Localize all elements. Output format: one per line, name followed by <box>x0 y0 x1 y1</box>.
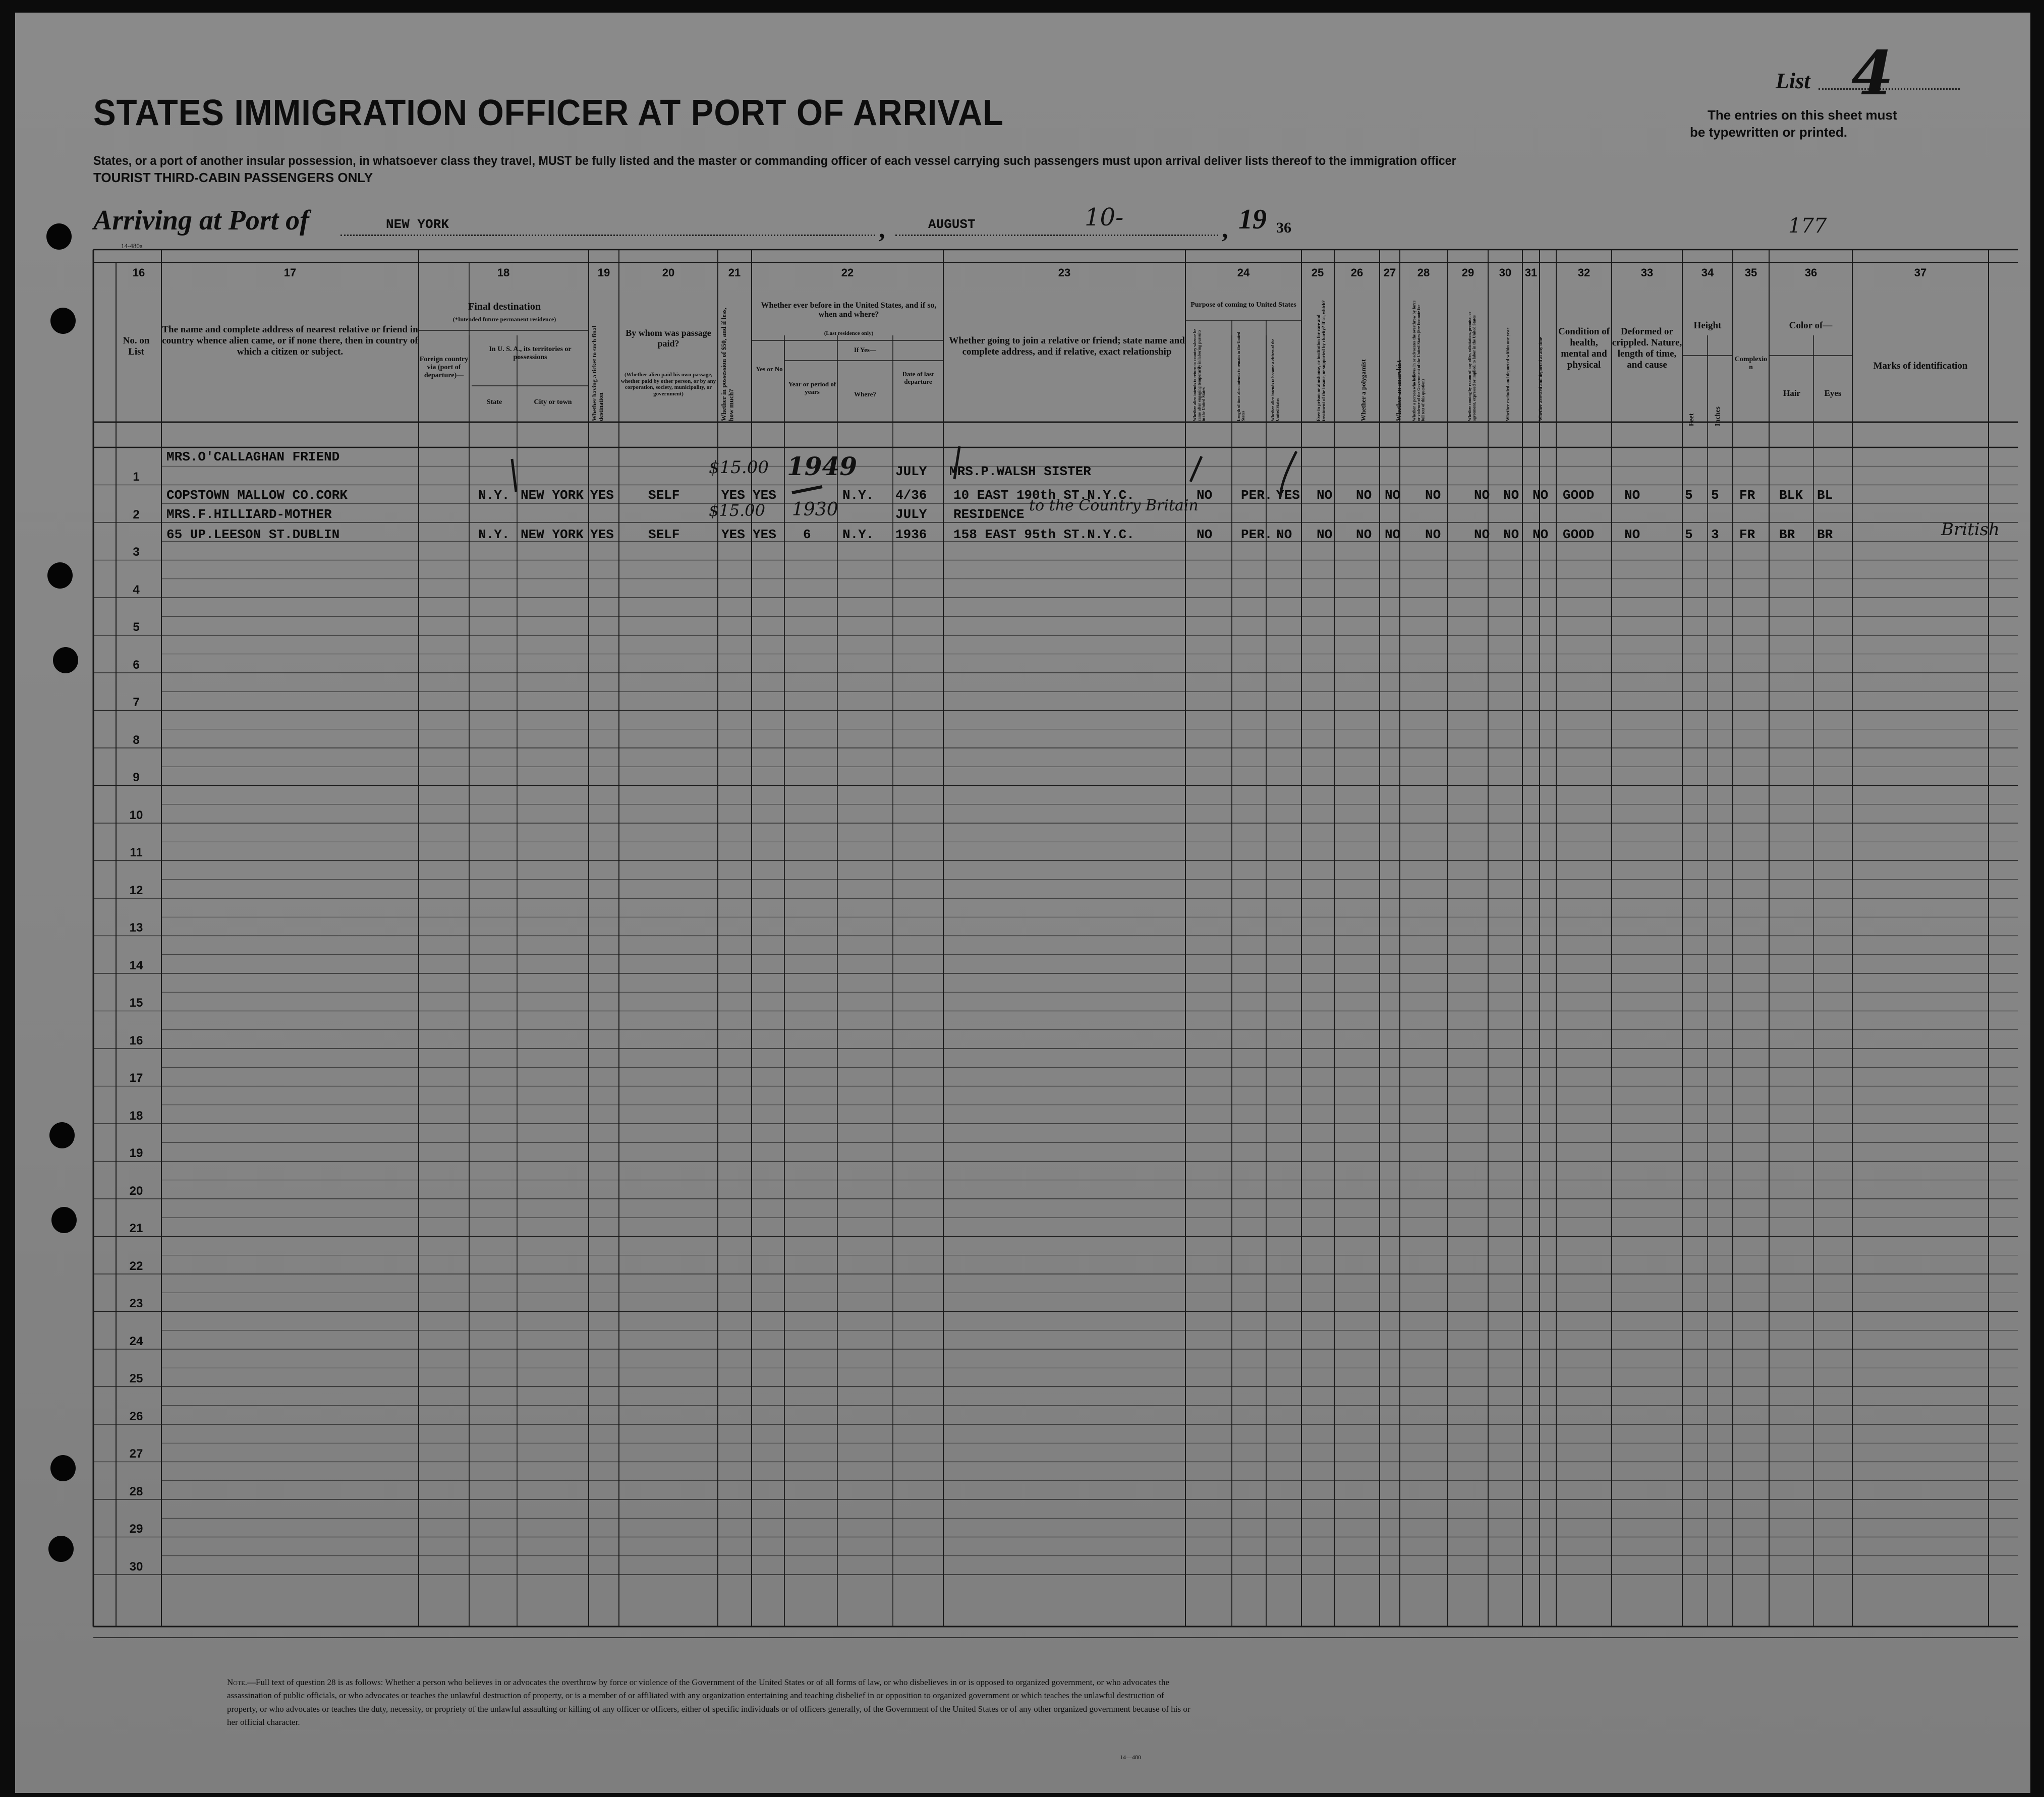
column-number: 37 <box>1914 266 1927 279</box>
passage-paid-by: SELF <box>648 488 680 503</box>
where: N.Y. <box>842 527 874 542</box>
check-marks <box>15 13 2030 1793</box>
header-ticket: Whether having a ticket to such final destination <box>591 325 605 421</box>
dest-city: NEW YORK <box>521 527 584 542</box>
row-number: 16 <box>129 1033 143 1048</box>
row-number: 17 <box>129 1071 143 1085</box>
header-complexion: Complexion <box>1734 356 1768 372</box>
header-relative: The name and complete address of nearest relative or friend in country whence alien came, or if none there, then in country of which a citizen or subject. <box>162 324 418 357</box>
footnote-label: Note. <box>227 1677 247 1687</box>
header-departure-date: Date of last departure <box>902 370 934 385</box>
row-number: 1 <box>133 470 140 484</box>
join-name: RESIDENCE <box>953 507 1025 522</box>
header-anarchist: Whether an anarchist <box>1395 360 1402 421</box>
header-prison: Ever in prison or almshouse, or institution for care and treatment of the insane, or supported by charity? If so, which? <box>1316 300 1326 421</box>
row-number: 15 <box>129 996 143 1010</box>
row-number: 18 <box>129 1109 143 1123</box>
height-feet: 5 <box>1685 527 1693 542</box>
money-handwritten: $15.00 <box>709 457 769 478</box>
years-handwritten: 1930 <box>792 499 838 520</box>
header-passage-paid-note: (Whether alien paid his own passage, whether paid by other person, or by any corporation, society, municipality, or government) <box>620 372 716 397</box>
column-number: 32 <box>1577 266 1591 279</box>
class-line: TOURIST THIRD-CABIN PASSENGERS ONLY <box>93 170 373 185</box>
header-final-destination: Final destination <box>468 301 541 312</box>
overthrow: NO <box>1425 527 1441 542</box>
header-city: City or town <box>534 398 572 406</box>
row-number: 24 <box>129 1334 143 1348</box>
header-where: Where? <box>854 390 876 398</box>
become-citizen: NO <box>1276 527 1292 542</box>
column-number: 17 <box>283 266 297 279</box>
manifest-sheet <box>15 13 2030 1793</box>
column-number: 33 <box>1640 266 1654 279</box>
header-deformed: Deformed or crippled. Nature, length of time, and cause <box>1612 326 1682 370</box>
footnote-text: —Full text of question 28 is as follows: Whether a person who believes in or advocates the overthrow by force or violence of the Government of the United States or of all forms of law, or who disbelieves in or is opposed to organized government, or who advocates the assassination of public officials, or who advocates or teaches the unlawful destruction of property, or is a member of or affiliated with any organization entertaining and teaching disbelief in or opposition to organized government or which teaches the unlawful destruction of property, or who advocates or teaches the duty, necessity, or propriety of the unlawful assaulting or killing of any officer or officers, either of specific individuals or of officers generally, of the Government of the United States or of any other organized government because of his or her official character. <box>227 1677 1190 1727</box>
header-color: Color of— <box>1789 320 1833 331</box>
row-number: 14 <box>129 958 143 972</box>
relative-address: 65 UP.LEESON ST.DUBLIN <box>166 527 340 542</box>
form-code: 14-480a <box>121 242 143 250</box>
offer: NO <box>1474 488 1490 503</box>
row-number: 11 <box>130 846 143 859</box>
hair-color: BLK <box>1779 488 1803 503</box>
relative-address: COPSTOWN MALLOW CO.CORK <box>166 488 348 503</box>
row-number: 5 <box>133 620 140 634</box>
hair-color: BR <box>1779 527 1795 542</box>
row-number: 21 <box>129 1222 143 1235</box>
column-number: 20 <box>662 266 675 279</box>
column-number: 19 <box>597 266 610 279</box>
column-number: 24 <box>1237 266 1250 279</box>
row-number: 9 <box>133 771 140 784</box>
marks-handwritten: British <box>1941 519 2000 540</box>
ticket: YES <box>590 527 614 542</box>
check-mark <box>512 459 516 492</box>
offer: NO <box>1474 527 1490 542</box>
join-address: 158 EAST 95th ST.N.Y.C. <box>953 527 1134 542</box>
row-number: 12 <box>129 883 143 897</box>
column-number: 16 <box>132 266 145 279</box>
polygamist: NO <box>1356 488 1372 503</box>
header-join-relative: Whether going to join a relative or friend; state name and complete address, and if relative, exact relationship <box>949 335 1185 357</box>
eye-color: BL <box>1817 488 1833 503</box>
row-number: 2 <box>133 507 140 521</box>
height-inches: 3 <box>1711 527 1719 542</box>
header-money: Whether in possession of $50, and if less, how much? <box>720 308 735 421</box>
header-polygamist: Whether a polygamist <box>1359 359 1367 421</box>
header-hair: Hair <box>1783 388 1800 398</box>
header-inches: Inches <box>1714 407 1722 426</box>
month-value: AUGUST <box>928 217 976 232</box>
column-number: 29 <box>1461 266 1474 279</box>
year-prefix: 19 <box>1238 204 1267 235</box>
comma: , <box>1222 215 1228 243</box>
prison: NO <box>1317 488 1333 503</box>
departure-month: JULY <box>895 507 927 522</box>
been-before: YES <box>753 527 776 542</box>
column-number: 18 <box>497 266 510 279</box>
comma: , <box>879 215 885 243</box>
complexion: FR <box>1739 488 1755 503</box>
intend-return: NO <box>1197 488 1213 503</box>
overthrow: NO <box>1425 488 1441 503</box>
anarchist: NO <box>1385 488 1401 503</box>
eye-color: BR <box>1817 527 1833 542</box>
footnote <box>227 1676 1196 1729</box>
entries-note-line2: be typewritten or printed. <box>1690 125 1848 140</box>
header-height: Height <box>1693 320 1722 331</box>
column-number: 22 <box>841 266 854 279</box>
port-value: NEW YORK <box>386 217 449 232</box>
header-marks: Marks of identification <box>1873 361 1968 371</box>
excluded: NO <box>1503 527 1519 542</box>
length-stay: PER. <box>1241 527 1273 542</box>
departure-date: 4/36 <box>895 488 927 503</box>
row-number: 26 <box>129 1409 143 1423</box>
become-citizen: YES <box>1276 488 1300 503</box>
arriving-label: Arriving at Port of <box>93 205 309 236</box>
column-number: 34 <box>1701 266 1714 279</box>
column-number: 30 <box>1499 266 1512 279</box>
row-number: 23 <box>129 1297 143 1310</box>
header-no-on-list: No. on List <box>123 335 150 357</box>
row-number: 4 <box>133 583 140 597</box>
passage-paid-by: SELF <box>648 527 680 542</box>
row-number: 22 <box>129 1259 143 1273</box>
header-passage-paid: By whom was passage paid? <box>626 328 711 349</box>
header-eyes: Eyes <box>1824 388 1842 398</box>
column-number: 27 <box>1383 266 1396 279</box>
column-number: 28 <box>1417 266 1430 279</box>
header-been-before: Whether ever before in the United States, and if so, when and where? <box>761 301 937 319</box>
row-number: 19 <box>129 1146 143 1160</box>
header-become-citizen: Whether alien intends to become a citizen of the United States <box>1271 338 1280 421</box>
relative-name: MRS.O'CALLAGHAN FRIEND <box>166 449 340 465</box>
entries-note-line1: The entries on this sheet must <box>1708 107 1897 123</box>
anarchist: NO <box>1385 527 1401 542</box>
prison: NO <box>1317 527 1333 542</box>
departure-month: JULY <box>895 464 927 479</box>
check-mark <box>1190 456 1202 482</box>
row-number: 3 <box>133 545 140 559</box>
been-before: YES <box>753 488 776 503</box>
row-number: 30 <box>129 1559 143 1574</box>
header-excluded: Whether excluded and deported within one year <box>1505 327 1510 421</box>
footnote-form-code: 14—480 <box>1120 1754 1141 1761</box>
header-if-yes: If Yes— <box>854 346 876 354</box>
complexion: FR <box>1739 527 1755 542</box>
polygamist: NO <box>1356 527 1372 542</box>
list-label: List <box>1776 69 1810 93</box>
header-usa: In U. S. A., its territories or possessions <box>489 345 572 362</box>
header-intend-return: Whether alien intends to return to country whence he came after engaging temporarily in laboring pursuits in the United States <box>1193 329 1206 421</box>
row-number: 27 <box>129 1447 143 1461</box>
dest-state: N.Y. <box>478 527 510 542</box>
departure-date: 1936 <box>895 527 927 542</box>
intend-return: NO <box>1197 527 1213 542</box>
join-name: MRS.P.WALSH SISTER <box>949 464 1091 479</box>
row-number: 7 <box>133 695 140 709</box>
column-number: 25 <box>1311 266 1324 279</box>
row-number: 10 <box>129 808 143 822</box>
check-mark <box>1280 451 1296 497</box>
height-feet: 5 <box>1685 488 1693 503</box>
deformed: NO <box>1624 527 1640 542</box>
arrested: NO <box>1532 527 1549 542</box>
ticket: YES <box>590 488 614 503</box>
column-number: 21 <box>728 266 741 279</box>
page-title: STATES IMMIGRATION OFFICER AT PORT OF ARRIVAL <box>93 93 1004 133</box>
list-number: 4 <box>1851 38 1894 109</box>
money-handwritten: $15.00 <box>709 501 765 520</box>
join-address: 10 EAST 190th ST.N.Y.C. <box>953 488 1134 503</box>
header-been-before-note: (Last residence only) <box>824 330 874 336</box>
where: N.Y. <box>842 488 874 503</box>
header-yes-no: Yes or No <box>756 365 783 373</box>
header-state: State <box>486 398 502 406</box>
years: 6 <box>803 527 811 542</box>
column-number: 26 <box>1350 266 1364 279</box>
header-foreign-country: Foreign country via (port of departure)— <box>419 356 469 380</box>
column-number: 23 <box>1058 266 1071 279</box>
excluded: NO <box>1503 488 1519 503</box>
deformed: NO <box>1624 488 1640 503</box>
row-number: 25 <box>129 1372 143 1385</box>
join-handwritten: to the Country Britain <box>1029 497 1199 514</box>
header-health: Condition of health, mental and physical <box>1558 326 1610 370</box>
money: YES <box>721 527 745 542</box>
header-arrested: Whether arrested and deported at any time <box>1538 337 1543 421</box>
health: GOOD <box>1563 527 1595 542</box>
money: YES <box>721 488 745 503</box>
header-overthrow: Whether a person who believes in or advocates the overthrow by force or violence of the Government of the United States (See footnote for full text of this question) <box>1412 300 1426 421</box>
check-mark <box>954 446 959 479</box>
header-purpose: Purpose of coming to United States <box>1190 301 1296 309</box>
header-years: Year or period of years <box>788 380 836 395</box>
header-feet: Feet <box>1688 413 1695 426</box>
column-number: 36 <box>1804 266 1818 279</box>
row-number: 6 <box>133 658 140 672</box>
health: GOOD <box>1563 488 1595 503</box>
dest-state: N.Y. <box>478 488 510 503</box>
arrested: NO <box>1532 488 1549 503</box>
strike-mark <box>792 487 822 493</box>
sheet-number: 177 <box>1788 214 1827 238</box>
dest-city: NEW YORK <box>521 488 584 503</box>
row-number: 20 <box>129 1184 143 1198</box>
row-number: 8 <box>133 733 140 747</box>
column-number: 31 <box>1524 266 1538 279</box>
header-final-destination-note: (*Intended future permanent residence) <box>452 316 556 323</box>
header-length-stay: Length of time alien intends to remain in the United States <box>1236 332 1245 421</box>
page-subtitle: States, or a port of another insular possession, in whatsoever class they travel, MUST be fully listed and the master or commanding officer of each vessel carrying such passengers must upon arrival deliver lists thereof to the immigration officer <box>93 154 1456 168</box>
row-number: 29 <box>129 1522 143 1536</box>
year-suffix: 36 <box>1276 219 1291 236</box>
relative-name: MRS.F.HILLIARD-MOTHER <box>166 507 332 522</box>
header-offer: Whether coming by reason of any offer, solicitation, promise, or agreement, expressed or implied, to labor in the United States <box>1467 312 1477 421</box>
day-value: 10- <box>1085 203 1124 231</box>
height-inches: 5 <box>1711 488 1719 503</box>
years-handwritten: 1949 <box>787 451 858 481</box>
row-number: 13 <box>129 921 143 935</box>
column-number: 35 <box>1744 266 1757 279</box>
row-number: 28 <box>129 1484 143 1498</box>
length-stay: PER. <box>1241 488 1273 503</box>
